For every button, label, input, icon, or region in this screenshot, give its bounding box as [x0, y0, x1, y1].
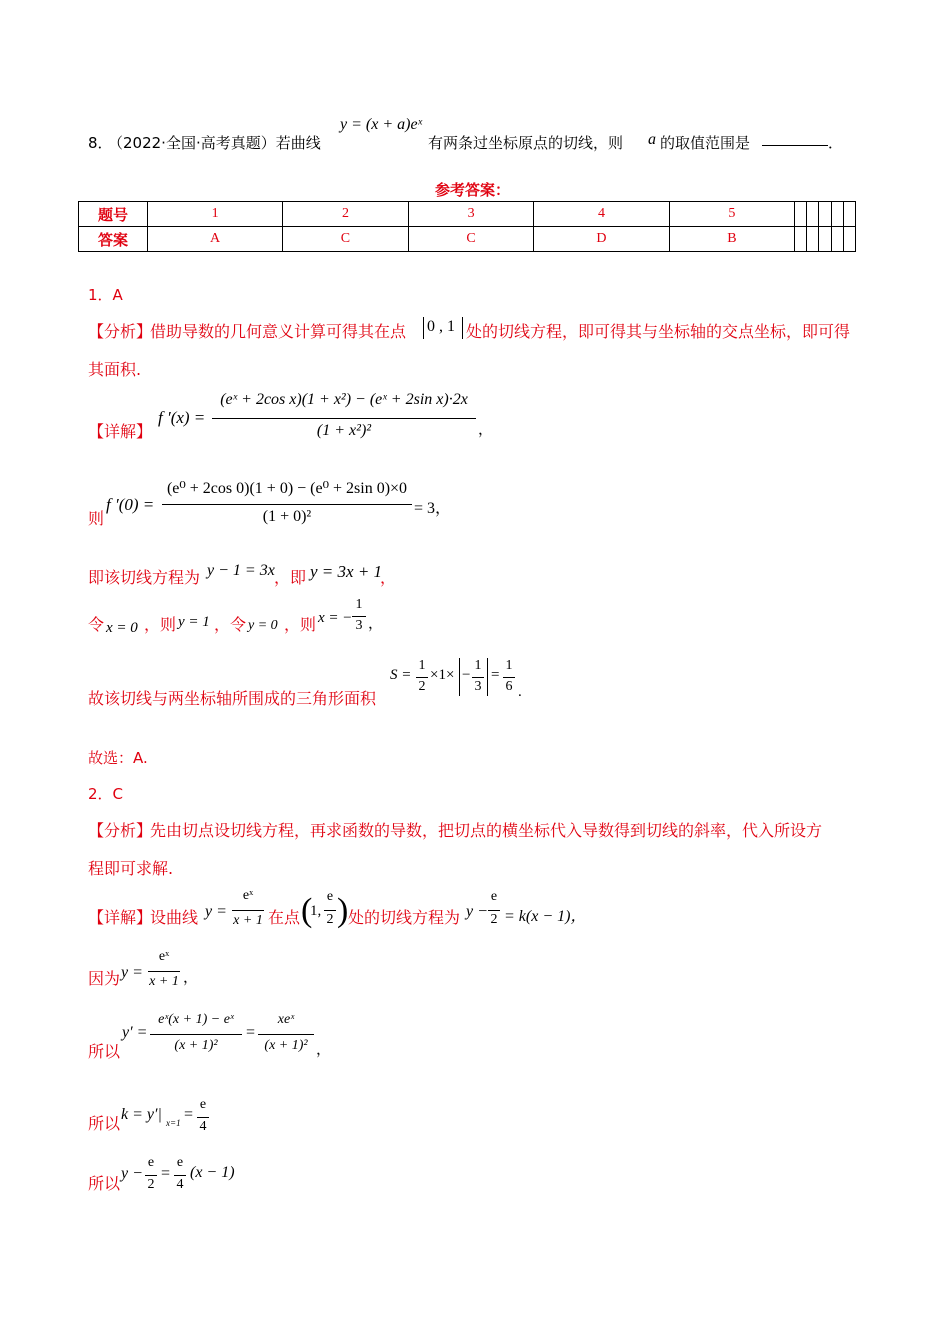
final-eq: = [161, 1165, 171, 1182]
period: . [518, 684, 522, 700]
then-eq: x = − [318, 610, 353, 626]
tangent-mid: ，即 [274, 568, 307, 587]
fraction-bar [488, 910, 500, 911]
answer-blank [762, 131, 828, 150]
then-text: ，则 [284, 615, 317, 634]
analysis-text: 程即可求解. [88, 859, 174, 878]
question-text: 有两条过坐标原点的切线，则 [428, 134, 624, 152]
fraction-denominator: x + 1 [233, 913, 263, 928]
comma: ， [368, 616, 384, 632]
final-lhs: y − [121, 1165, 143, 1182]
fraction-numerator: eˣ [242, 888, 254, 903]
tangent-text: 即该切线方程为 [88, 568, 201, 587]
table-cell: B [669, 227, 795, 252]
row-header-number: 题号 [79, 202, 148, 227]
table-cell: D [534, 227, 669, 252]
detail-tag: 【详解】 [88, 908, 153, 927]
because-lhs: y = [121, 964, 143, 981]
table-cell [795, 227, 807, 252]
choice-text: 故选：A. [88, 749, 148, 767]
fraction-numerator: e [326, 889, 334, 904]
k-subscript: x=1 [166, 1118, 181, 1128]
table-cell [843, 202, 855, 227]
analysis-tag: 【分析】 [88, 322, 153, 341]
fraction-bar [472, 677, 484, 678]
table-cell [831, 227, 843, 252]
fraction-numerator: 1 [355, 597, 363, 612]
analysis-text: 借助导数的几何意义计算可得其在点 [150, 322, 407, 341]
tangent-end: ， [380, 568, 397, 587]
fraction-bar [145, 1175, 157, 1176]
f0-lhs: f ′(0) = [106, 495, 155, 514]
point-x: 1, [310, 903, 322, 919]
abs-bar [487, 658, 488, 696]
table-cell: 2 [283, 202, 409, 227]
let-eq: y = 0 [248, 618, 278, 633]
curve-lhs: y = [205, 903, 227, 920]
fraction-numerator: (e⁰ + 2cos 0)(1 + 0) − (e⁰ + 2sin 0)×0 [166, 480, 408, 497]
table-cell: A [148, 227, 283, 252]
abs-bar [462, 317, 463, 339]
table-row-numbers [79, 202, 856, 227]
fraction-numerator: e [490, 889, 498, 904]
then-text: 则 [88, 509, 105, 528]
analysis-text: 其面积. [88, 360, 142, 379]
tan-lhs: y − [466, 903, 488, 920]
question-period: ． [828, 134, 844, 152]
question-var: a [648, 131, 656, 148]
question-formula: y = (x + a)eˣ [340, 116, 423, 133]
row-header-answer: 答案 [79, 227, 148, 252]
fraction-numerator: (eˣ + 2cos x)(1 + x²) − (eˣ + 2sin x)·2x [220, 391, 468, 408]
fraction-bar [162, 504, 412, 505]
area-times: ×1× [430, 667, 455, 683]
fraction-bar [503, 677, 515, 678]
fraction-numerator: e [147, 1155, 155, 1170]
d-lhs: y′ = [122, 1024, 148, 1041]
fraction-numerator: 1 [418, 658, 426, 673]
fraction-denominator: 4 [199, 1119, 207, 1134]
fraction-denominator: 3 [474, 679, 482, 694]
fraction-bar [258, 1034, 314, 1035]
fraction-denominator: 2 [147, 1177, 155, 1192]
table-cell [819, 227, 831, 252]
so-text: 所以 [88, 1174, 121, 1193]
fraction-bar [232, 910, 264, 911]
solution-heading: 1．A [88, 286, 123, 304]
abs-bar [459, 658, 460, 696]
fraction-bar [416, 677, 428, 678]
analysis-text: 处的切线方程，即可得其与坐标轴的交点坐标，即可得 [466, 322, 851, 341]
analysis-point: 0 , 1 [427, 318, 455, 335]
k-lhs: k = y′| [121, 1106, 162, 1123]
fraction-denominator: (x + 1)² [174, 1038, 218, 1053]
answer-table-title: 参考答案： [435, 181, 511, 199]
tan-rhs: = k(x − 1)， [504, 908, 587, 925]
question-number: 8． [88, 134, 113, 152]
fraction-numerator: eˣ(x + 1) − eˣ [158, 1012, 234, 1027]
fraction-bar [352, 616, 366, 617]
table-cell [843, 227, 855, 252]
table-cell: 1 [148, 202, 283, 227]
fraction-denominator: 4 [176, 1177, 184, 1192]
because-text: 因为 [88, 969, 121, 988]
table-row-answers [79, 227, 856, 252]
so-text: 所以 [88, 1114, 121, 1133]
fraction-numerator: 1 [505, 658, 513, 673]
fraction-denominator: 3 [355, 618, 363, 633]
area-text: 故该切线与两坐标轴所围成的三角形面积 [88, 689, 377, 708]
paren-left: ( [301, 892, 313, 929]
paren-right: ) [337, 892, 349, 929]
fraction-denominator: (1 + x²)² [316, 422, 372, 439]
comma: ， [316, 1042, 332, 1058]
table-cell: 3 [408, 202, 534, 227]
detail-text: 处的切线方程为 [348, 908, 461, 927]
let-text: ，令 [214, 615, 247, 634]
then-text: ，则 [144, 615, 177, 634]
comma: ， [478, 420, 494, 438]
fraction-numerator: e [199, 1097, 207, 1112]
abs-bar [423, 317, 424, 339]
fraction-denominator: x + 1 [149, 974, 179, 989]
analysis-tag: 【分析】 [88, 821, 153, 840]
fraction-bar [150, 1034, 242, 1035]
fraction-bar [148, 971, 180, 972]
fraction-bar [324, 910, 336, 911]
fraction-denominator: (1 + 0)² [262, 508, 312, 525]
fraction-denominator: 2 [490, 912, 498, 927]
solution-heading: 2．C [88, 785, 124, 803]
table-cell [807, 202, 819, 227]
tangent-eq: y = 3x + 1 [310, 562, 383, 581]
d-eq: = [246, 1024, 256, 1041]
then-eq: y = 1 [178, 614, 210, 630]
area-minus: − [462, 667, 471, 683]
tangent-eq: y − 1 = 3x [207, 562, 275, 579]
table-cell: 5 [669, 202, 795, 227]
table-cell [795, 202, 807, 227]
fraction-bar [174, 1175, 186, 1176]
table-cell: 4 [534, 202, 669, 227]
fraction-denominator: (x + 1)² [264, 1038, 308, 1053]
f0-rhs: = 3， [414, 500, 452, 517]
analysis-text: 先由切点设切线方程，再求函数的导数，把切点的横坐标代入导数得到切线的斜率，代入所设方 [150, 821, 823, 840]
table-cell [819, 202, 831, 227]
final-rhs: (x − 1) [190, 1164, 235, 1181]
question-text-end: 的取值范围是 [660, 134, 751, 152]
detail-text: 设曲线 [150, 908, 199, 927]
let-text: 令 [88, 615, 105, 634]
fraction-numerator: xeˣ [277, 1012, 295, 1027]
fraction-denominator: 6 [505, 679, 513, 694]
fraction-numerator: eˣ [158, 949, 170, 964]
area-lhs: S = [390, 667, 412, 683]
fraction-bar [197, 1117, 209, 1118]
table-cell [807, 227, 819, 252]
table-cell: C [283, 227, 409, 252]
fraction-denominator: 2 [418, 679, 426, 694]
answer-table [78, 201, 856, 252]
so-text: 所以 [88, 1042, 121, 1061]
fraction-numerator: e [176, 1155, 184, 1170]
table-cell: C [408, 227, 534, 252]
table-cell [831, 202, 843, 227]
detail-tag: 【详解】 [88, 422, 153, 441]
fraction-numerator: 1 [474, 658, 482, 673]
fraction-denominator: 2 [326, 912, 334, 927]
fraction-bar [212, 418, 476, 419]
let-eq: x = 0 [106, 620, 138, 636]
k-eq: = [184, 1106, 194, 1123]
comma: ， [183, 970, 199, 986]
question-source: （2022·全国·高考真题）若曲线 [108, 134, 321, 152]
detail-text: 在点 [268, 908, 301, 927]
fprime-lhs: f ′(x) = [158, 408, 206, 427]
area-eq: = [491, 667, 500, 683]
